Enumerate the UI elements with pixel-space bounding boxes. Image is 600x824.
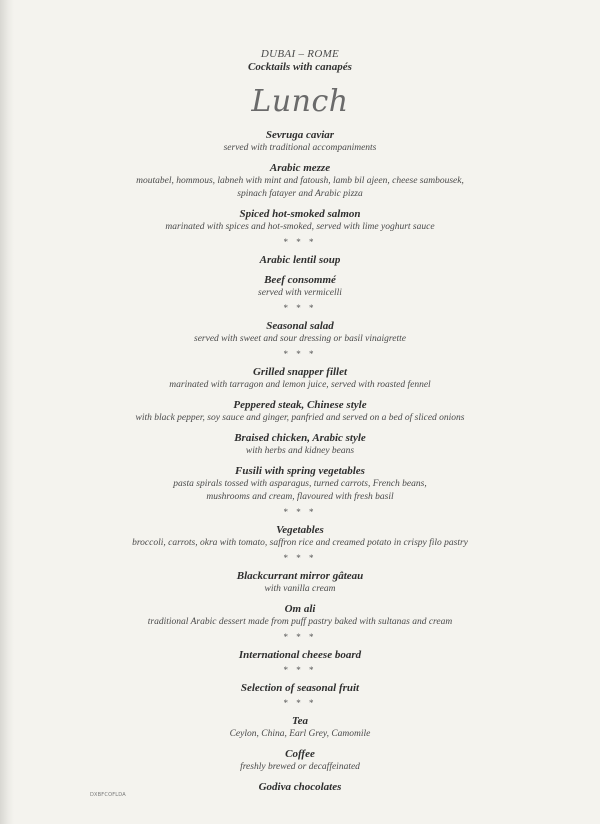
- service-subtitle: Cocktails with canapés: [248, 61, 352, 73]
- menu-item: [0, 747, 600, 774]
- dish-name: Selection of seasonal fruit: [240, 682, 360, 694]
- course-separator: * * *: [283, 553, 317, 563]
- menu-item: [0, 681, 600, 695]
- menu-item: [0, 128, 600, 155]
- menu-item: [0, 161, 600, 201]
- dish-name: Godiva chocolates: [258, 781, 342, 793]
- dish-description: served with vermicelli: [258, 288, 342, 298]
- menu-item: [0, 569, 600, 596]
- menu-item: [0, 398, 600, 425]
- dish-name: Sevruga caviar: [265, 129, 335, 141]
- course-separator: * * *: [283, 698, 317, 708]
- dish-description: marinated with spices and hot-smoked, served with lime yoghurt sauce: [165, 222, 435, 232]
- menu-items: [0, 128, 600, 794]
- dish-description: freshly brewed or decaffeinated: [240, 762, 360, 772]
- dish-description: with herbs and kidney beans: [245, 446, 355, 456]
- dish-name: Seasonal salad: [266, 320, 334, 332]
- menu-item: [0, 431, 600, 458]
- course-separator: * * *: [283, 237, 317, 247]
- dish-description: with black pepper, soy sauce and ginger, panfried and served on a bed of sliced onions: [135, 413, 465, 423]
- dish-description: served with sweet and sour dressing or basil vinaigrette: [194, 334, 406, 344]
- dish-name: Peppered steak, Chinese style: [233, 399, 367, 411]
- dish-description: broccoli, carrots, okra with tomato, saffron rice and creamed potato in crispy filo pastry: [132, 538, 468, 548]
- route-heading: DUBAI – ROME: [260, 48, 340, 60]
- menu-card: [0, 48, 600, 794]
- dish-description: traditional Arabic dessert made from puff pastry baked with sultanas and cream: [147, 617, 453, 627]
- menu-item: [0, 253, 600, 267]
- dish-name: International cheese board: [238, 649, 362, 661]
- menu-item: [0, 464, 600, 504]
- course-separator: * * *: [283, 507, 317, 517]
- course-separator: * * *: [283, 349, 317, 359]
- menu-title: Lunch: [251, 84, 349, 119]
- course-separator: * * *: [283, 632, 317, 642]
- footer-code: DXBFCOFLDA: [90, 792, 126, 798]
- dish-name: Blackcurrant mirror gâteau: [236, 570, 364, 582]
- dish-description: spinach fatayer and Arabic pizza: [237, 189, 363, 199]
- dish-description: Ceylon, China, Earl Grey, Camomile: [229, 729, 371, 739]
- dish-description: pasta spirals tossed with asparagus, turned carrots, French beans,: [173, 479, 427, 489]
- dish-name: Om ali: [284, 603, 316, 615]
- menu-item: [0, 602, 600, 629]
- menu-item: [0, 319, 600, 346]
- menu-item: [0, 207, 600, 234]
- menu-item: [0, 523, 600, 550]
- dish-name: Beef consommé: [264, 274, 336, 286]
- dish-name: Vegetables: [276, 524, 324, 536]
- dish-description: marinated with tarragon and lemon juice, served with roasted fennel: [169, 380, 431, 390]
- dish-description: moutabel, hommous, labneh with mint and fatoush, lamb bil ajeen, cheese sambousek,: [136, 176, 464, 186]
- dish-name: Coffee: [285, 748, 315, 760]
- dish-name: Grilled snapper fillet: [252, 366, 348, 378]
- dish-description: mushrooms and cream, flavoured with fresh basil: [206, 492, 394, 502]
- menu-item: [0, 273, 600, 300]
- dish-name: Fusili with spring vegetables: [235, 465, 365, 477]
- menu-item: [0, 365, 600, 392]
- menu-item: [0, 648, 600, 662]
- course-separator: * * *: [283, 303, 317, 313]
- dish-name: Spiced hot-smoked salmon: [239, 208, 361, 220]
- dish-name: Braised chicken, Arabic style: [234, 432, 366, 444]
- dish-name: Arabic lentil soup: [259, 254, 341, 266]
- dish-name: Tea: [291, 715, 309, 727]
- menu-item: [0, 714, 600, 741]
- dish-description: with vanilla cream: [264, 584, 336, 594]
- dish-name: Arabic mezze: [269, 162, 331, 174]
- dish-description: served with traditional accompaniments: [223, 143, 377, 153]
- course-separator: * * *: [283, 665, 317, 675]
